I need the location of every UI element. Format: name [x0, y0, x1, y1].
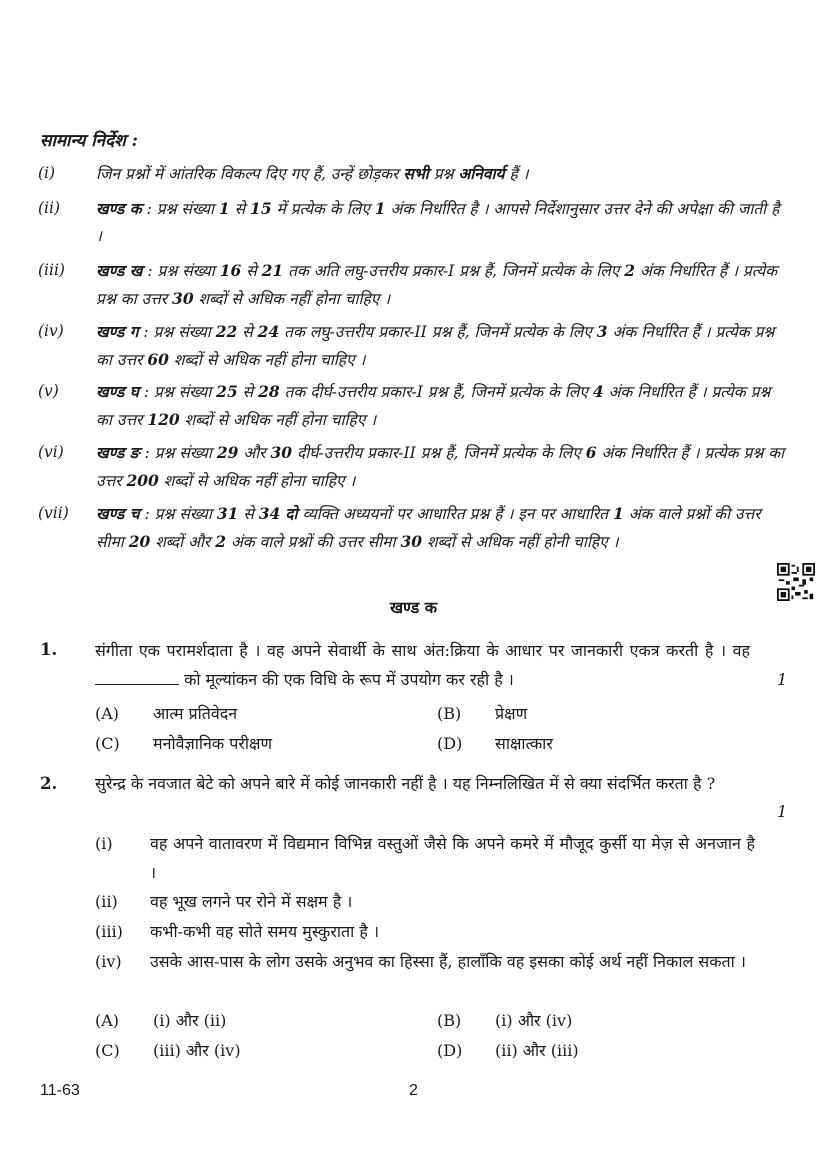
statement-label: (i) [95, 834, 113, 853]
instruction-text-part: शब्दों से अधिक नहीं होना चाहिए । [179, 411, 377, 429]
emphasis-text: 2 [215, 532, 227, 551]
instruction-number: (ii) [38, 199, 61, 217]
instruction-text-part: शब्दों से अधिक नहीं होना चाहिए । [193, 290, 391, 308]
instruction-text-part: हैं । [504, 165, 529, 183]
instruction-text-part: शब्दों से अधिक नहीं होनी चाहिए । [422, 533, 619, 551]
option-b [437, 1009, 572, 1031]
statement-text: उसके आस-पास के लोग उसके अनुभव का हिस्सा हैं, हालाँकि वह इसका कोई अर्थ नहीं निकाल सकता । [150, 952, 746, 971]
instruction-item [38, 160, 790, 188]
instruction-text-part: : प्रश्न संख्या [141, 200, 219, 218]
instruction-item [38, 439, 790, 495]
option-text: मनोवैज्ञानिक परीक्षण [153, 734, 273, 753]
option-text: (iii) और (iv) [153, 1041, 241, 1060]
option-label: (D) [437, 1041, 463, 1060]
statement-text: कभी-कभी वह सोते समय मुस्कुराता है । [150, 922, 380, 941]
statement-label: (iv) [95, 952, 122, 971]
option-c [95, 1039, 241, 1061]
emphasis-text: 15 [250, 199, 272, 218]
emphasis-text: 200 [126, 471, 159, 490]
question-number: 1. [40, 640, 58, 659]
instruction-text [96, 439, 790, 495]
option-c [95, 732, 272, 754]
instruction-number: (iv) [38, 322, 64, 340]
instruction-text-part: : प्रश्न संख्या [142, 262, 220, 280]
instruction-text-part: दीर्घ-उत्तरीय प्रकार-II प्रश्न हैं, जिनमें प्रत्येक के लिए [292, 444, 586, 462]
option-label: (B) [437, 1011, 462, 1030]
instruction-text-part: से [238, 505, 259, 523]
emphasis-text: अनिवार्य [458, 164, 505, 183]
statement-item [95, 947, 755, 976]
question-number: 2. [40, 774, 58, 793]
option-label: (D) [437, 734, 463, 753]
emphasis-text: 4 [592, 382, 604, 401]
instruction-text-part: अंक निर्धारित हैं । प्रत्येक प्रश्न का उत्तर [96, 262, 778, 308]
page-number: 2 [409, 1082, 418, 1099]
statement-item [95, 829, 755, 887]
instruction-text-part: तक दीर्घ-उत्तरीय प्रकार-I प्रश्न हैं, जिनमें प्रत्येक के लिए [279, 383, 593, 401]
instruction-text [96, 195, 790, 250]
emphasis-text: खण्ड ङ [96, 443, 140, 462]
instruction-text-part: जिन प्रश्नों में आंतरिक विकल्प दिए गए हैं, उन्हें छोड़कर [96, 165, 404, 183]
instruction-text-part: अंक निर्धारित है । आपसे निर्देशानुसार उत्तर देने की अपेक्षा की जाती है । [96, 200, 780, 245]
option-label: (C) [95, 734, 120, 753]
option-d [437, 732, 553, 754]
instruction-text-part: तक अति लघु-उत्तरीय प्रकार-I प्रश्न हैं, जिनमें प्रत्येक के लिए [283, 262, 625, 280]
emphasis-text: 1 [374, 199, 386, 218]
paper-code: 11-63 [40, 1082, 80, 1099]
instruction-text-part: से [237, 323, 258, 341]
instruction-text-part: अंक निर्धारित हैं । प्रत्येक प्रश्न का उत्तर [96, 323, 775, 369]
instruction-text-part: अंक वाले प्रश्नों की उत्तर सीमा [226, 533, 401, 551]
emphasis-text: 34 [258, 504, 281, 523]
statement-label: (ii) [95, 892, 118, 911]
instruction-number: (vi) [38, 443, 64, 461]
emphasis-text: 31 [216, 504, 239, 523]
emphasis-text: 22 [215, 322, 238, 341]
instruction-text [96, 378, 790, 434]
emphasis-text: 1 [218, 199, 230, 218]
instruction-text-part: : प्रश्न संख्या [138, 323, 216, 341]
statement-text: वह भूख लगने पर रोने में सक्षम है । [150, 892, 353, 911]
instruction-item [38, 195, 790, 250]
question-text: सुरेन्द्र के नवजात बेटे को अपने बारे में कोई जानकारी नहीं है । यह निम्नलिखित में से क्या संदर्भित करता है ? [95, 774, 716, 793]
instruction-text-part: अंक वाले प्रश्नों की उत्तर सीमा [96, 505, 761, 551]
instruction-text [96, 160, 790, 188]
instruction-item [38, 318, 790, 374]
emphasis-text: 60 [147, 350, 169, 369]
instructions-heading: सामान्य निर्देश : [40, 131, 138, 151]
emphasis-text: 120 [147, 410, 180, 429]
statement-item [95, 917, 755, 946]
emphasis-text: 3 [596, 322, 608, 341]
emphasis-text: खण्ड च [96, 504, 140, 523]
emphasis-text: 2 [624, 261, 636, 280]
option-a [95, 702, 237, 724]
emphasis-text: 28 [258, 382, 280, 401]
option-text: साक्षात्कार [495, 734, 553, 753]
emphasis-text: 30 [270, 443, 293, 462]
emphasis-text: 6 [585, 443, 597, 462]
instruction-text-part: और [238, 444, 271, 462]
emphasis-text: खण्ड ग [96, 322, 139, 341]
emphasis-text: 30 [172, 289, 194, 308]
instruction-text-part: : प्रश्न संख्या [138, 383, 217, 401]
instruction-text-part: अंक निर्धारित हैं । प्रत्येक प्रश्न का उत्तर [96, 444, 785, 490]
instruction-item [38, 378, 790, 434]
emphasis-text: दो [285, 504, 298, 523]
instruction-text-part: शब्दों से अधिक नहीं होना चाहिए । [168, 351, 366, 369]
option-label: (A) [95, 704, 120, 723]
instruction-number: (v) [38, 382, 59, 400]
option-b [437, 702, 527, 724]
option-text: (ii) और (iii) [495, 1041, 579, 1060]
qr-code-icon [777, 563, 815, 601]
option-text: (i) और (iv) [495, 1011, 573, 1030]
instruction-number: (vii) [38, 504, 69, 522]
instruction-text-part: : प्रश्न संख्या [139, 505, 217, 523]
statement-item [95, 887, 755, 916]
emphasis-text: खण्ड घ [96, 382, 139, 401]
option-text: आत्म प्रतिवेदन [153, 704, 238, 723]
question-marks: 1 [777, 670, 788, 689]
emphasis-text: सभी [403, 164, 429, 183]
question-marks: 1 [777, 802, 788, 821]
instruction-text [96, 257, 790, 313]
fill-blank [95, 670, 179, 685]
question-text-part: संगीता एक परामर्शदाता है । वह अपने सेवार्थी के साथ अंत:क्रिया के आधार पर जानकारी एकत्र करती है । वह [95, 641, 750, 660]
question-text [95, 636, 750, 694]
instruction-text-part: अंक निर्धारित हैं । प्रत्येक प्रश्न का उत्तर [96, 383, 771, 429]
emphasis-text: 24 [257, 322, 280, 341]
option-text: प्रेक्षण [495, 704, 528, 723]
instruction-text-part: प्रश्न [428, 165, 459, 183]
emphasis-text: 21 [261, 261, 284, 280]
instruction-text [96, 500, 790, 556]
instruction-text-part: से [229, 200, 251, 218]
option-label: (C) [95, 1041, 120, 1060]
emphasis-text: 20 [128, 532, 151, 551]
instruction-text [96, 318, 790, 374]
instruction-text-part: व्यक्ति अध्ययनों पर आधारित प्रश्न हैं । इन पर आधारित [297, 505, 613, 523]
option-label: (B) [437, 704, 462, 723]
emphasis-text: 30 [400, 532, 423, 551]
statement-text: वह अपने वातावरण में विद्यमान विभिन्न वस्तुओं जैसे कि अपने कमरे में मौजूद कुर्सी या मेज़ से अनजान है । [150, 834, 755, 882]
section-title: खण्ड क [389, 598, 438, 617]
instruction-text-part: में प्रत्येक के लिए [271, 200, 375, 218]
instruction-text-part: से [241, 262, 262, 280]
option-label: (A) [95, 1011, 120, 1030]
instruction-item [38, 257, 790, 313]
instruction-item [38, 500, 790, 556]
instruction-text-part: शब्दों और [150, 533, 216, 551]
statement-label: (iii) [95, 922, 123, 941]
emphasis-text: 29 [216, 443, 239, 462]
instruction-text-part: से [237, 383, 259, 401]
question-text-part: को मूल्यांकन की एक विधि के रूप में उपयोग कर रही है । [184, 670, 514, 689]
option-text: (i) और (ii) [153, 1011, 227, 1030]
instruction-text-part: : प्रश्न संख्या [139, 444, 217, 462]
option-a [95, 1009, 226, 1031]
emphasis-text: 1 [612, 504, 624, 523]
emphasis-text: 16 [219, 261, 242, 280]
emphasis-text: 25 [216, 382, 238, 401]
instruction-number: (iii) [38, 261, 65, 279]
instruction-number: (i) [38, 164, 56, 182]
emphasis-text: खण्ड क [96, 199, 142, 218]
option-d [437, 1039, 579, 1061]
instruction-text-part: शब्दों से अधिक नहीं होना चाहिए । [158, 472, 356, 490]
emphasis-text: खण्ड ख [96, 261, 143, 280]
instruction-text-part: तक लघु-उत्तरीय प्रकार-II प्रश्न हैं, जिनमें प्रत्येक के लिए [279, 323, 597, 341]
